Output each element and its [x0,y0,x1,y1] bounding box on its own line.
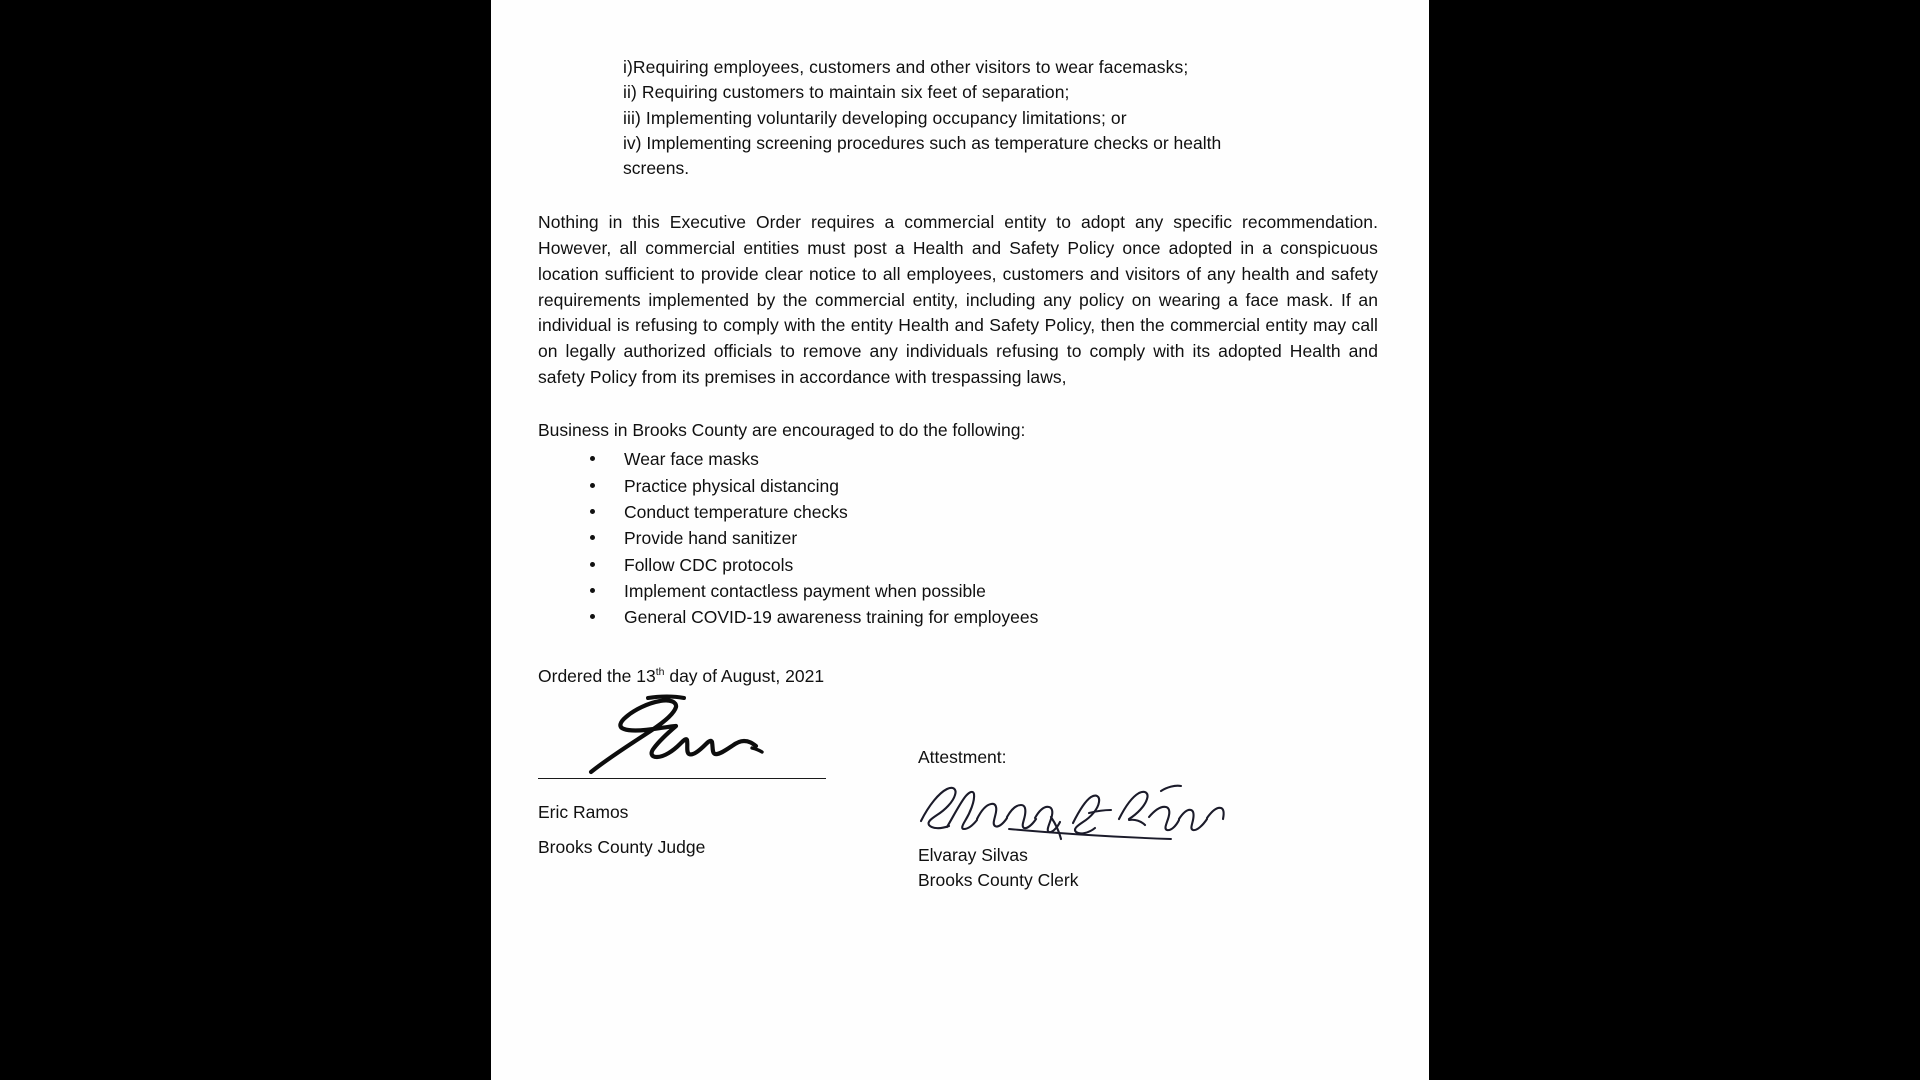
clerk-signature-area [918,783,1348,843]
list-item [538,446,1378,472]
clerk-title: Brooks County Clerk [918,869,1079,890]
roman-item-i: i)Requiring employees, customers and other visitors to wear facemasks; [623,57,1189,77]
bullet-dot-icon [590,562,595,567]
handwritten-signature-judge-icon [556,690,786,780]
roman-item-iv-line2: screens. [623,158,690,179]
ordered-date-line [538,664,1378,688]
list-item-label: General COVID-19 awareness training for employees [624,607,1039,628]
list-item [538,552,1378,578]
handwritten-signature-clerk-icon [913,777,1233,847]
judge-title: Brooks County Judge [538,836,706,857]
judge-name: Eric Ramos [538,802,629,823]
list-item [538,525,1378,551]
roman-item-iii: iii) Implementing voluntarily developing occupancy limitations; or [623,107,1127,128]
page-content [538,55,1378,1055]
list-item-label: Implement contactless payment when possible [624,580,986,601]
letterbox-right [1429,0,1920,1080]
recommendations-list [538,446,1378,630]
roman-item-ii: ii) Requiring customers to maintain six feet of separation; [623,82,1070,103]
list-item [538,473,1378,499]
bullet-list-intro: Business in Brooks County are encouraged to do the following: [538,420,1026,441]
list-item [538,578,1378,604]
list-item-label: Conduct temperature checks [624,502,848,522]
roman-numeral-list [538,55,1378,181]
bullet-dot-icon [590,535,595,540]
ordered-superscript: th [655,666,665,679]
ordered-suffix: day of August, 2021 [664,666,825,687]
clerk-name: Elvaray Silvas [918,845,1028,865]
list-item [538,499,1378,525]
attestation-block [918,745,1348,892]
attestation-label: Attestment: [918,747,1007,767]
letterbox-left [0,0,491,1080]
bullet-dot-icon [590,483,595,488]
bullet-dot-icon [590,588,595,593]
bullet-dot-icon [590,614,595,619]
bullet-dot-icon [590,509,595,514]
bullet-dot-icon [590,456,595,461]
judge-signature-line [538,778,826,779]
list-item-label: Wear face masks [624,449,759,470]
list-item-label: Provide hand sanitizer [624,528,798,549]
list-item-label: Practice physical distancing [624,475,839,496]
main-paragraph: Nothing in this Executive Order requires a commercial entity to adopt any specific recommendation. However, all commercial entities must post a Health and Safety Policy once adopted in a conspicuous location sufficient to provide clear notice to all employees, customers and visitors of any health and safety requirements implemented by the commercial entity, including any policy on wearing a face mask. If an individual is refusing to comply with the entity Health and Safety Policy, then the commercial entity may call on legally authorized officials to remove any individuals refusing to comply with its adopted Health and safety Policy from its premises in accordance with trespassing laws, [538,212,1378,387]
roman-item-iv [623,131,1378,182]
list-item [538,604,1378,630]
ordered-prefix: Ordered the 13 [538,666,656,687]
document-page [491,0,1429,1080]
roman-item-iv-line1: iv) Implementing screening procedures such as temperature checks or health [623,132,1222,153]
list-item-label: Follow CDC protocols [624,554,794,575]
